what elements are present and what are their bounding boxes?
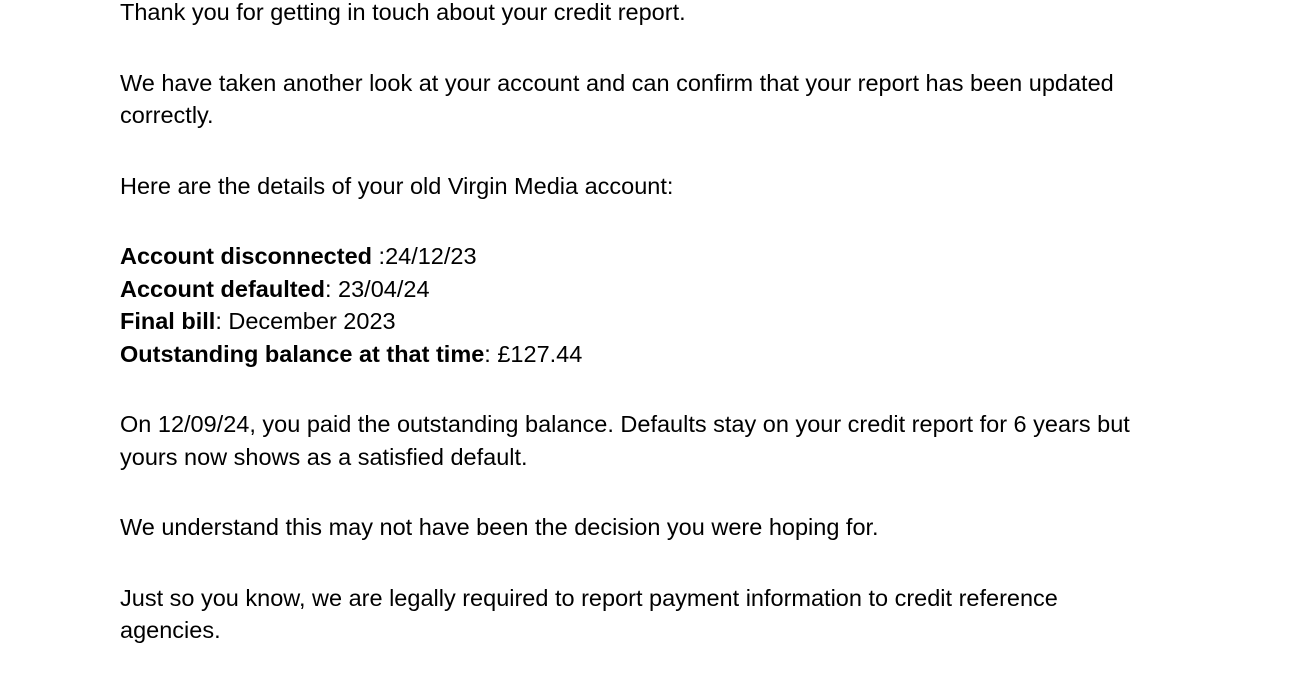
confirmation-paragraph: We have taken another look at your account and can confirm that your report has been updated correctly. [120,69,1114,128]
detail-label: Final bill [120,308,216,334]
detail-outstanding-balance [120,338,1160,371]
legal-paragraph: Just so you know, we are legally required to report payment information to credit reference agencies. [120,584,1058,643]
detail-account-disconnected [120,240,1160,273]
details-intro-paragraph: Here are the details of your old Virgin Media account: [120,172,674,199]
detail-final-bill [120,305,1160,338]
account-details [120,240,1160,370]
detail-value: :24/12/23 [372,243,477,269]
detail-value: : £127.44 [484,340,583,367]
detail-label: Account defaulted [120,275,325,302]
detail-label: Outstanding balance at that time [120,340,485,367]
intro-paragraph: Thank you for getting in touch about your credit report. [120,0,686,25]
payment-paragraph: On 12/09/24, you paid the outstanding balance. Defaults stay on your credit report for 6 years but yours now shows as a satisfied default. [120,411,1130,470]
detail-value: : December 2023 [215,308,396,334]
letter-body [120,0,1160,685]
detail-value: : 23/04/24 [324,275,430,302]
detail-label: Account disconnected [120,243,373,269]
decision-paragraph: We understand this may not have been the decision you were hoping for. [120,514,879,540]
detail-account-defaulted [120,273,1160,306]
